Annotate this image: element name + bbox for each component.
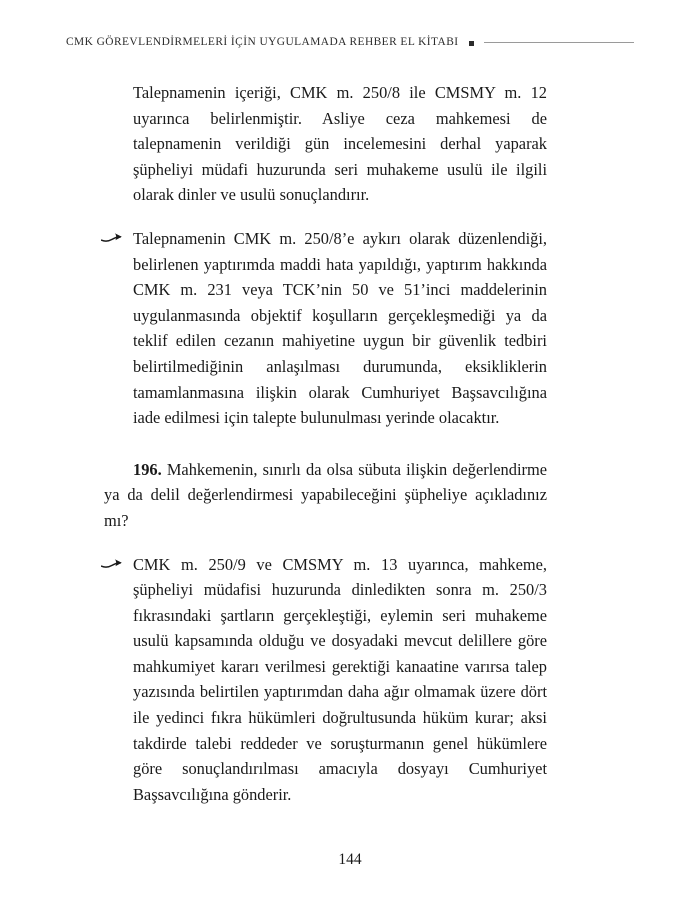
question-number: 196. xyxy=(133,459,162,479)
running-header xyxy=(66,36,634,62)
list-item-text: Talepnamenin CMK m. 250/8’e aykırı olarak düzenlendiği, belirlenen yaptırımda maddi hata yapıldığı, yaptırım hakkında CMK m. 231 veya TCK’nin 50 ve 51’inci maddelerinin uygulanmasında objektif koşulların gerçekleşmediği ya da teklif edilen cezanın mahiyetine uygun bir güvenlik tedbiri belirtilmediğinin anlaşılması durumunda, eksikliklerin tamamlanmasına ilişkin olarak Cumhuriyet Başsavcılığına iade edilmesi için talepte bulunulması yerinde olacaktır. xyxy=(133,228,547,428)
header-rule xyxy=(484,42,634,43)
running-header-title: CMK GÖREVLENDİRMELERİ İÇİN UYGULAMADA REHBER EL KİTABI xyxy=(66,36,459,48)
arrow-right-icon xyxy=(101,557,123,571)
page-content xyxy=(104,80,547,811)
page-footer xyxy=(0,851,700,869)
running-header-row xyxy=(66,36,634,48)
page-number: 144 xyxy=(338,851,362,868)
square-bullet-icon xyxy=(469,41,474,46)
list-item xyxy=(133,552,547,808)
paragraph-intro: Talepnamenin içeriği, CMK m. 250/8 ile CMSMY m. 12 uyarınca belirlenmiştir. Asliye ceza mahkemesi de talepnamenin verildiği gün incelemesini derhal yaparak şüpheliyi müdafi huzurunda seri muhakeme usulü ile ilgili olarak dinler ve usulü sonuçlandırır. xyxy=(133,83,547,205)
list-item-text: CMK m. 250/9 ve CMSMY m. 13 uyarınca, mahkeme, şüpheliyi müdafisi huzurunda dinledikten sonra m. 250/3 fıkrasındaki şartların gerçekleştiği, eylemin seri muhakeme usulü kapsamında olduğu ve dosyadaki mevcut delillere göre mahkumiyet kararı verilmesi gerektiği kanaatine varırsa talep yazısında belirtilen yaptırımdan daha ağır olmamak üzere dört ile yedinci fıkra hükümleri doğrultusunda hüküm kurar; aksi takdirde talebi reddeder ve soruşturmanın genel hükümlere göre sonuçlandırılması amacıyla dosyayı Cumhuriyet Başsavcılığına gönderir. xyxy=(133,554,547,804)
question-text: Mahkemenin, sınırlı da olsa sübuta ilişkin değerlendirme ya da delil değerlendirmesi yapabileceğini şüpheliye açıkladınız mı? xyxy=(104,459,547,530)
numbered-question xyxy=(104,457,547,534)
arrow-right-icon xyxy=(101,231,123,245)
list-item xyxy=(133,226,547,431)
